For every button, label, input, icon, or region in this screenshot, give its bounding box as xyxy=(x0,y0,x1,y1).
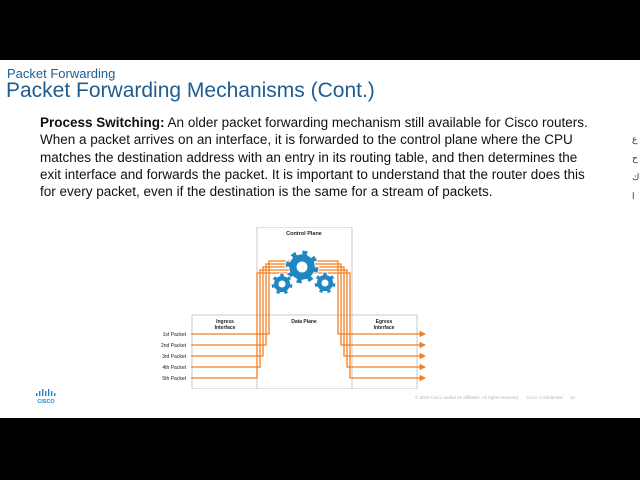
packet-label: 2nd Packet xyxy=(160,342,186,349)
packet-label: 5th Packet xyxy=(162,375,186,382)
logo-text: CISCO xyxy=(37,399,55,405)
side-glyph: ا xyxy=(632,191,635,201)
slide-title: Packet Forwarding Mechanisms (Cont.) xyxy=(6,79,375,102)
egress-label-line1: Egress xyxy=(375,319,393,325)
footer-page-number: 12 xyxy=(569,395,575,400)
footer-copyright: © 2016 Cisco and/or its affiliates. All rights reserved. xyxy=(415,395,520,400)
side-glyphs xyxy=(632,130,640,206)
footer-confidential: Cisco Confidential xyxy=(526,395,563,400)
ingress-label-line2: Interface xyxy=(214,325,236,331)
packet-label: 1st Packet xyxy=(162,331,186,338)
body-lead: Process Switching: xyxy=(40,115,165,130)
data-plane-label: Data Plane xyxy=(291,319,317,325)
body-text: An older packet forwarding mechanism still available for Cisco routers. When a packet arrives on an interface, it is forwarded to the control plane where the CPU matches the destination address with an entry in its routing table, and then determines the exit interface and forwards the packet. It is important to understand that the router does this for every packet, even if the destination is the same for a stream of packets. xyxy=(40,115,588,200)
breadcrumb: Packet Forwarding xyxy=(7,66,116,81)
control-plane-label: Control Plane xyxy=(286,231,322,237)
body-paragraph xyxy=(40,114,600,200)
process-switching-diagram xyxy=(155,227,445,389)
footer xyxy=(415,395,581,400)
packet-label: 3rd Packet xyxy=(162,353,186,360)
cpu-label: CPU xyxy=(298,284,308,289)
egress-label-line2: Interface xyxy=(373,325,395,331)
ingress-label-line1: Ingress xyxy=(216,319,234,325)
packet-label: 4th Packet xyxy=(162,364,186,371)
slide xyxy=(0,60,640,418)
cisco-logo xyxy=(33,388,61,406)
side-glyph: ك xyxy=(632,172,640,182)
side-glyph: ع xyxy=(632,134,638,144)
side-glyph: ح xyxy=(632,153,638,163)
